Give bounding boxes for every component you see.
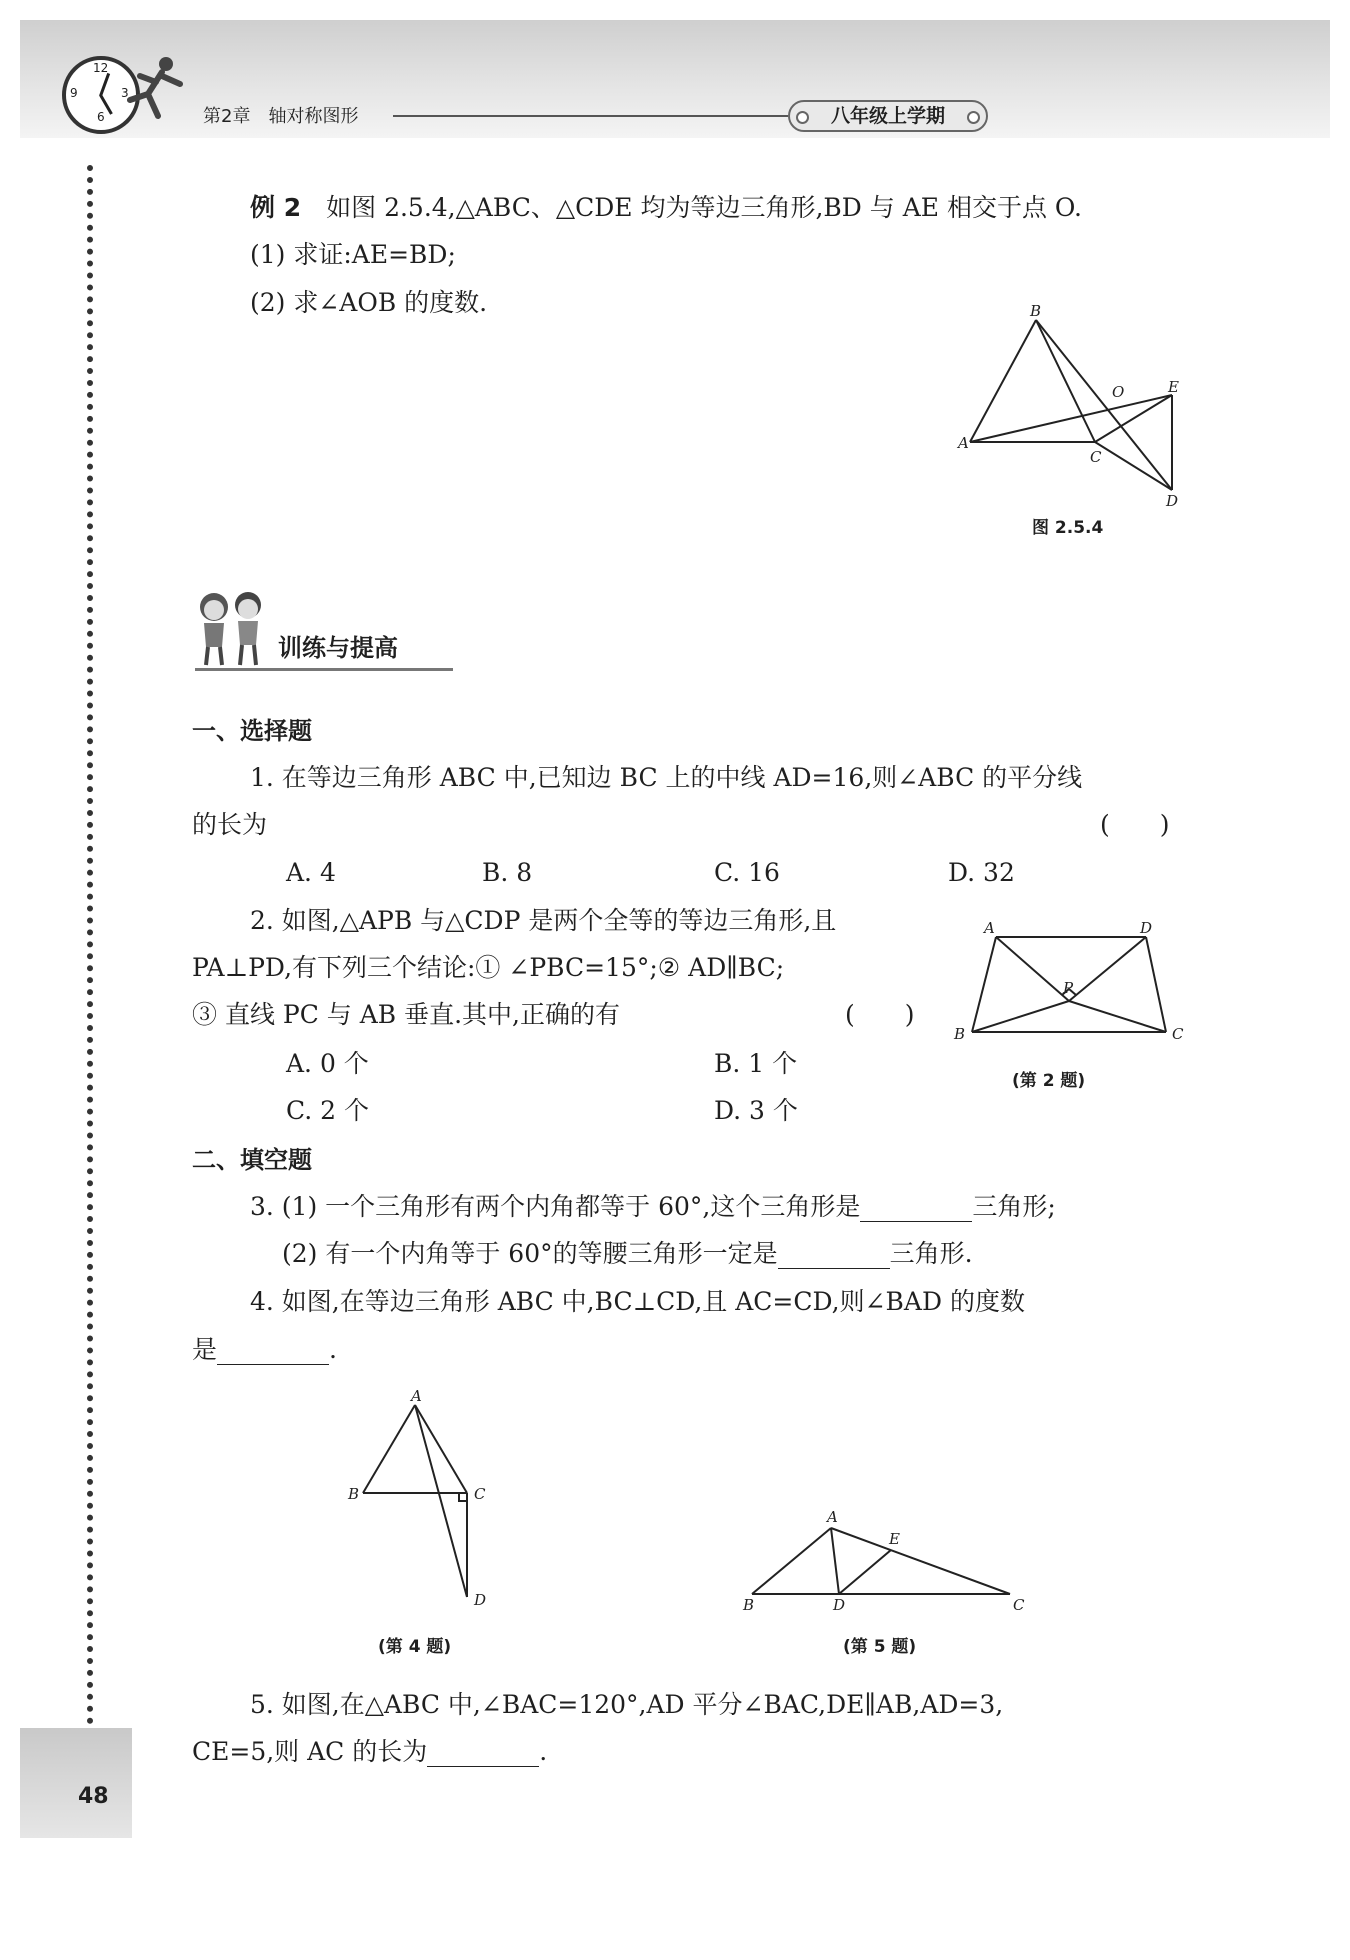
binding-dots	[87, 165, 93, 1725]
fig5-label-c: C	[1013, 1596, 1025, 1614]
fig2-label-a: A	[984, 919, 995, 937]
fig5-label-e: E	[889, 1530, 900, 1548]
q1-option-d: D. 32	[948, 858, 1015, 887]
q2-line1: 2. 如图,△APB 与△CDP 是两个全等的等边三角形,且	[250, 906, 837, 935]
q1-paren: ( )	[1100, 810, 1170, 839]
part1-title: 一、选择题	[192, 717, 312, 745]
section-title: 训练与提高	[278, 634, 398, 662]
fig2-label-d: D	[1140, 919, 1153, 937]
q4-line1: 4. 如图,在等边三角形 ABC 中,BC⊥CD,且 AC=CD,则∠BAD 的度数	[250, 1287, 1025, 1316]
q2-paren: ( )	[845, 1000, 915, 1029]
figure-q5	[735, 1500, 1035, 1620]
q4-line2	[192, 1335, 337, 1365]
fig1-label-c: C	[1090, 448, 1102, 466]
example-q2: (2) 求∠AOB 的度数.	[250, 288, 488, 317]
example-q1: (1) 求证:AE=BD;	[250, 240, 456, 269]
q3-line1-text: 3. (1) 一个三角形有两个内角都等于 60°,这个三角形是	[250, 1192, 861, 1221]
q5-line2	[192, 1737, 547, 1767]
q5-line2-end: .	[539, 1737, 548, 1766]
fig1-label-e: E	[1168, 378, 1179, 396]
page-number: 48	[78, 1784, 109, 1809]
example-text: 如图 2.5.4,△ABC、△CDE 均为等边三角形,BD 与 AE 相交于点 O.	[326, 193, 1082, 222]
q1-option-b: B. 8	[482, 858, 533, 887]
fig1-label-b: B	[1030, 302, 1042, 320]
q3-line1	[250, 1192, 1056, 1222]
fig5-label-d: D	[833, 1596, 846, 1614]
q2-option-a: A. 0 个	[286, 1049, 369, 1078]
part2-title: 二、填空题	[192, 1146, 312, 1174]
q2-option-b: B. 1 个	[714, 1049, 798, 1078]
figure-2-5-4	[940, 300, 1190, 520]
q3-line2-end: 三角形.	[889, 1239, 973, 1268]
page-number-box	[20, 1728, 132, 1838]
chapter-title: 第2章 轴对称图形	[203, 106, 359, 127]
clock-icon: 12 3 6 9	[62, 56, 140, 134]
q3-blank-2[interactable]	[778, 1242, 890, 1269]
runner-icon	[118, 54, 198, 124]
q3-blank-1[interactable]	[860, 1195, 972, 1222]
q4-blank[interactable]	[217, 1338, 329, 1365]
q3-line2-text: (2) 有一个内角等于 60°的等腰三角形一定是	[282, 1239, 778, 1268]
example-label: 例 2	[250, 193, 302, 222]
fig4-label-a: A	[411, 1387, 422, 1405]
section-underline	[195, 668, 453, 671]
header-rule	[393, 115, 788, 117]
q3-line1-end: 三角形;	[972, 1192, 1056, 1221]
figure-q5-caption: (第 5 题)	[843, 1637, 917, 1657]
q1-line2: 的长为	[192, 810, 268, 839]
q2-option-d: D. 3 个	[714, 1096, 798, 1125]
example-line	[250, 193, 1082, 223]
fig2-label-p: P	[1063, 979, 1074, 997]
figure-q4-caption: (第 4 题)	[378, 1637, 452, 1657]
q2-line2: PA⊥PD,有下列三个结论:① ∠PBC=15°;② AD∥BC;	[192, 953, 785, 982]
fig1-label-o: O	[1112, 383, 1125, 401]
q2-option-c: C. 2 个	[286, 1096, 369, 1125]
fig1-label-a: A	[958, 434, 969, 452]
fig1-label-d: D	[1166, 492, 1179, 510]
q5-blank[interactable]	[427, 1740, 539, 1767]
kids-icon	[192, 585, 272, 670]
figure-q2-caption: (第 2 题)	[1012, 1071, 1086, 1091]
fig4-label-c: C	[474, 1485, 486, 1503]
q1-option-a: A. 4	[286, 858, 336, 887]
q4-line2-end: .	[329, 1335, 337, 1364]
grade-badge: 八年级上学期	[788, 100, 988, 132]
fig5-label-a: A	[827, 1508, 838, 1526]
q2-line3: ③ 直线 PC 与 AB 垂直.其中,正确的有	[192, 1000, 621, 1029]
fig4-label-d: D	[474, 1591, 487, 1609]
figure-2-5-4-caption: 图 2.5.4	[1032, 518, 1104, 538]
figure-q2	[950, 915, 1190, 1045]
fig4-label-b: B	[348, 1485, 360, 1503]
q1-line1: 1. 在等边三角形 ABC 中,已知边 BC 上的中线 AD=16,则∠ABC 的平分线	[250, 763, 1083, 792]
q4-line2-text: 是	[192, 1335, 218, 1364]
figure-q4	[340, 1385, 500, 1615]
fig5-label-b: B	[743, 1596, 755, 1614]
q5-line2-text: CE=5,则 AC 的长为	[192, 1737, 428, 1766]
fig2-label-c: C	[1172, 1025, 1184, 1043]
fig2-label-b: B	[954, 1025, 966, 1043]
q3-line2	[282, 1239, 973, 1269]
q1-option-c: C. 16	[714, 858, 780, 887]
q5-line1: 5. 如图,在△ABC 中,∠BAC=120°,AD 平分∠BAC,DE∥AB,AD=3,	[250, 1690, 1004, 1719]
